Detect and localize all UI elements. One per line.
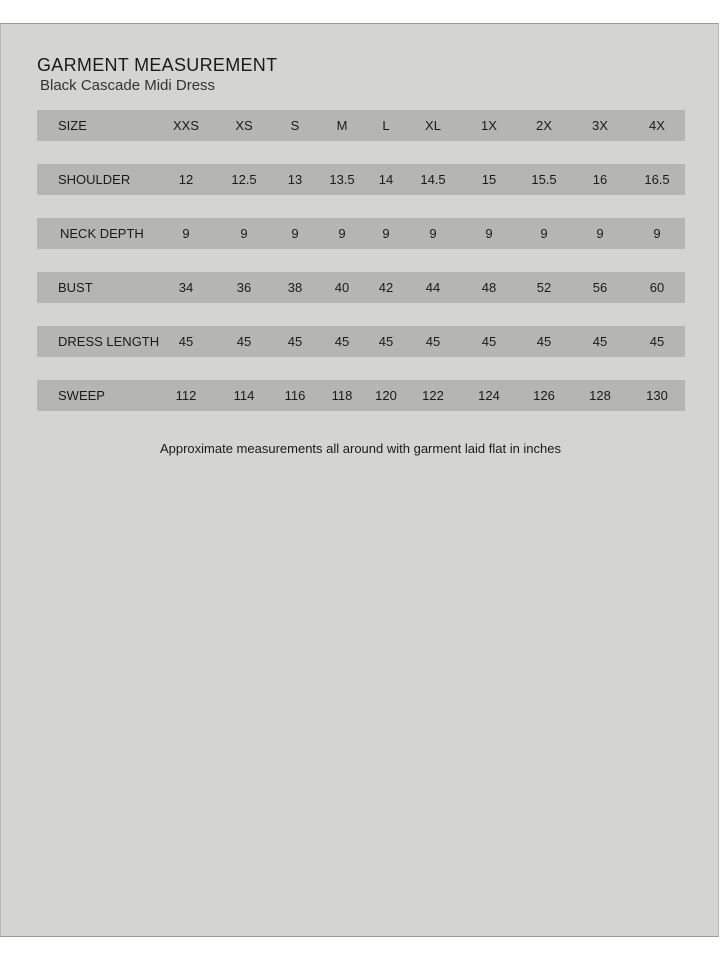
page-title: GARMENT MEASUREMENT: [37, 55, 278, 75]
table-cell: 4X: [649, 118, 665, 133]
table-row-bust: [37, 272, 685, 303]
row-values: [161, 380, 685, 411]
table-cell: 9: [540, 226, 548, 241]
row-label: DRESS LENGTH: [58, 334, 160, 349]
table-cell: 14: [378, 172, 394, 187]
row-values: [161, 218, 685, 249]
table-cell: 9: [182, 226, 190, 241]
row-values: [161, 164, 685, 195]
row-label: SWEEP: [58, 388, 105, 403]
table-cell: 12: [178, 172, 194, 187]
table-cell: 15: [481, 172, 497, 187]
table-row-neck-depth: [37, 218, 685, 249]
table-cell: L: [382, 118, 390, 133]
table-cell: 40: [334, 280, 350, 295]
table-cell: 56: [592, 280, 608, 295]
row-values: [161, 326, 685, 357]
table-cell: XL: [425, 118, 441, 133]
table-cell: 112: [175, 388, 197, 403]
table-cell: 44: [425, 280, 441, 295]
table-cell: 120: [375, 388, 397, 403]
table-cell: 14.5: [420, 172, 446, 187]
table-row-dress-length: [37, 326, 685, 357]
table-cell: M: [336, 118, 348, 133]
table-cell: 116: [284, 388, 306, 403]
table-cell: 45: [378, 334, 394, 349]
row-values: [161, 272, 685, 303]
table-cell: XS: [235, 118, 253, 133]
table-cell: 9: [240, 226, 248, 241]
row-values: [161, 110, 685, 141]
measurement-table: [37, 110, 685, 434]
table-cell: 15.5: [531, 172, 557, 187]
table-cell: 45: [236, 334, 252, 349]
table-cell: 12.5: [231, 172, 257, 187]
table-row-sweep: [37, 380, 685, 411]
table-cell: 9: [291, 226, 299, 241]
row-label: SHOULDER: [58, 172, 131, 187]
table-cell: 9: [653, 226, 661, 241]
table-cell: 130: [646, 388, 668, 403]
table-cell: 45: [334, 334, 350, 349]
table-cell: 128: [589, 388, 611, 403]
table-cell: XXS: [172, 118, 199, 133]
product-name: Black Cascade Midi Dress: [40, 77, 216, 94]
table-cell: 9: [429, 226, 437, 241]
table-cell: 126: [533, 388, 555, 403]
table-cell: 45: [287, 334, 303, 349]
table-row-shoulder: [37, 164, 685, 195]
table-cell: 52: [536, 280, 552, 295]
table-cell: S: [290, 118, 300, 133]
table-cell: 114: [233, 388, 255, 403]
table-cell: 38: [287, 280, 303, 295]
table-cell: 118: [331, 388, 353, 403]
row-label: NECK DEPTH: [60, 226, 144, 241]
table-cell: 45: [536, 334, 552, 349]
table-cell: 16: [592, 172, 608, 187]
table-cell: 48: [481, 280, 497, 295]
table-cell: 1X: [481, 118, 497, 133]
table-cell: 16.5: [644, 172, 670, 187]
table-cell: 13: [287, 172, 303, 187]
row-label: SIZE: [58, 118, 87, 133]
table-cell: 3X: [592, 118, 608, 133]
table-cell: 45: [425, 334, 441, 349]
table-cell: 36: [236, 280, 252, 295]
row-label: BUST: [58, 280, 93, 295]
table-cell: 124: [478, 388, 500, 403]
table-cell: 45: [481, 334, 497, 349]
table-cell: 9: [596, 226, 604, 241]
table-cell: 45: [178, 334, 194, 349]
table-cell: 2X: [536, 118, 552, 133]
measurement-sheet: [0, 23, 719, 937]
table-cell: 42: [378, 280, 394, 295]
table-cell: 9: [382, 226, 390, 241]
measurement-note: Approximate measurements all around with garment laid flat in inches: [159, 441, 562, 456]
table-cell: 9: [338, 226, 346, 241]
table-cell: 34: [178, 280, 194, 295]
table-cell: 45: [649, 334, 665, 349]
table-cell: 60: [649, 280, 665, 295]
table-cell: 45: [592, 334, 608, 349]
table-cell: 122: [422, 388, 444, 403]
table-cell: 9: [485, 226, 493, 241]
table-row-size: [37, 110, 685, 141]
table-cell: 13.5: [329, 172, 355, 187]
